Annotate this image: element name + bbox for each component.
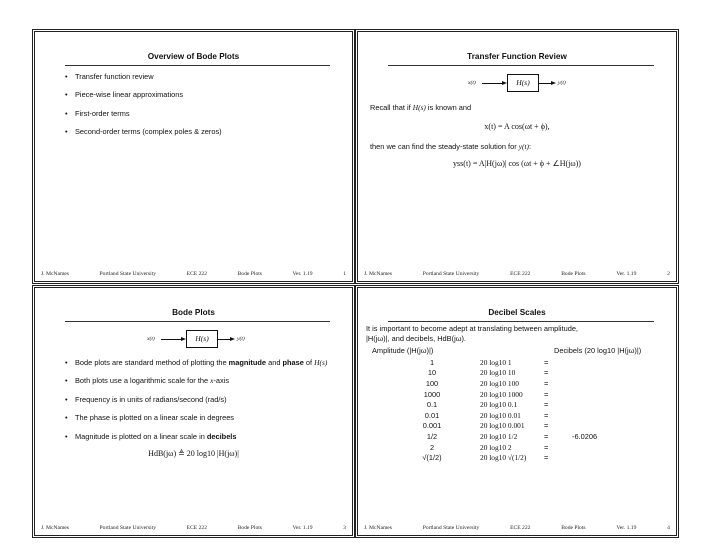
expression-cell: 20 log10 100 <box>480 378 520 388</box>
equals-cell: = <box>544 378 549 388</box>
expression-cell: 20 log10 0.001 <box>480 421 525 431</box>
decibel-definition-equation: HdB(jω) ≜ 20 log10 |H(jω)| <box>148 449 239 458</box>
text-span: Bode plots are standard method of plotting the <box>75 358 229 367</box>
expression-cell: 20 log10 2 <box>480 442 512 452</box>
footer-author: J. McNames <box>364 271 392 277</box>
transfer-function-box: H(s) <box>186 330 218 348</box>
table-row <box>388 410 601 421</box>
intro-line: It is important to become adept at translating between amplitude, <box>366 324 578 333</box>
footer-university: Portland State University <box>422 271 480 277</box>
input-arrow-line <box>482 83 504 84</box>
slide-title: Bode Plots <box>172 308 215 317</box>
footer-university: Portland State University <box>422 525 480 531</box>
recall-suffix: is known and <box>425 103 472 112</box>
decibel-cell <box>568 378 601 389</box>
slide-overview <box>32 29 355 284</box>
list-item <box>63 358 343 368</box>
amplitude-cell: 1/2 <box>426 431 438 441</box>
steady-prefix: then we can find the steady-state solution for <box>370 142 519 151</box>
table-row <box>388 389 601 400</box>
list-item: • Frequency is in units of radians/second (rad/s) <box>63 395 343 405</box>
decibel-cell <box>568 389 601 400</box>
footer-version: Ver. 1.19 <box>616 271 637 277</box>
steady-math: y(t) <box>518 142 529 151</box>
list-item: • Transfer function review <box>63 72 222 82</box>
footer-university: Portland State University <box>99 271 157 277</box>
bullet-list <box>63 72 222 146</box>
footer-topic: Bode Plots <box>561 525 586 531</box>
equals-cell: = <box>544 431 549 441</box>
footer-page: 2 <box>667 271 670 277</box>
footer-course: ECE 222 <box>510 271 531 277</box>
table-row <box>388 431 601 442</box>
footer-author: J. McNames <box>364 525 392 531</box>
footer-author: J. McNames <box>41 525 69 531</box>
text-span: Both plots use a logarithmic scale for the <box>75 376 211 386</box>
expression-cell: 20 log10 √(1/2) <box>480 453 527 463</box>
expression-cell: 20 log10 0.01 <box>480 410 521 420</box>
table-row <box>388 378 601 389</box>
decibel-cell <box>568 410 601 421</box>
equals-cell: = <box>544 410 549 420</box>
text-span: of <box>303 358 315 367</box>
footer-topic: Bode Plots <box>237 271 262 277</box>
amplitude-column-header: Amplitude (|H(jω)|) <box>372 346 434 355</box>
expression-cell: 20 log10 1 <box>480 357 512 367</box>
decibel-cell <box>568 399 601 410</box>
transfer-function-box: H(s) <box>507 74 539 92</box>
steady-suffix: : <box>529 142 532 151</box>
title-rule <box>388 321 654 322</box>
table-row <box>388 357 601 368</box>
decibel-cell <box>568 421 601 432</box>
slide-transfer-function-review <box>355 29 679 284</box>
list-item <box>63 432 343 442</box>
slide-footer <box>41 271 346 277</box>
expression-cell: 20 log10 10 <box>480 368 516 378</box>
block-diagram <box>468 72 568 94</box>
equals-cell: = <box>544 453 549 463</box>
amplitude-cell: 1 <box>429 357 435 367</box>
footer-course: ECE 222 <box>510 525 531 531</box>
footer-version: Ver. 1.19 <box>292 525 313 531</box>
amplitude-cell: 2 <box>429 442 435 452</box>
footer-course: ECE 222 <box>186 525 208 531</box>
bold-term: decibels <box>206 431 237 441</box>
footer-university: Portland State University <box>99 525 157 531</box>
input-label: x(t) <box>468 80 476 86</box>
math-term: H(s) <box>314 358 328 367</box>
slide-decibel-scales <box>355 285 679 538</box>
decibel-cell: -6.0206 <box>572 431 598 441</box>
list-item: • Piece-wise linear approximations <box>63 90 222 100</box>
footer-topic: Bode Plots <box>237 525 262 531</box>
footer-topic: Bode Plots <box>561 271 586 277</box>
amplitude-cell: 100 <box>425 378 439 388</box>
slide-title: Overview of Bode Plots <box>147 52 240 61</box>
decibels-column-header: Decibels (20 log10 |H(jω)|) <box>554 346 642 355</box>
bold-term: magnitude <box>228 358 267 367</box>
list-item: • Second-order terms (complex poles & zeros) <box>63 127 222 137</box>
equals-cell: = <box>544 442 549 452</box>
slide-footer <box>364 525 670 531</box>
steady-state-equation: yss(t) = A|H(jω)| cos (ωt + ϕ + ∠H(jω)) <box>453 159 581 168</box>
input-equation: x(t) = A cos(ωt + ϕ), <box>484 122 550 131</box>
steady-state-text <box>370 142 531 151</box>
block-diagram <box>147 328 247 350</box>
table-row <box>388 452 601 463</box>
intro-line: |H(jω)|, and decibels, HdB(jω). <box>366 333 466 343</box>
decibel-cell <box>568 442 601 453</box>
footer-author: J. McNames <box>41 271 69 277</box>
intro-text <box>366 324 578 344</box>
footer-version: Ver. 1.19 <box>616 525 637 531</box>
list-item: • The phase is plotted on a linear scale in degrees <box>63 413 343 423</box>
table-row <box>388 399 601 410</box>
equals-cell: = <box>544 357 549 367</box>
bold-term: phase <box>282 358 304 367</box>
recall-text <box>370 103 471 112</box>
amplitude-cell: √(1/2) <box>422 453 442 463</box>
output-arrowhead <box>551 81 556 85</box>
equals-cell: = <box>544 368 549 378</box>
equals-cell: = <box>544 421 549 431</box>
math-term: x <box>210 376 214 386</box>
list-item <box>63 376 343 386</box>
footer-page: 4 <box>667 525 670 531</box>
input-label: x(t) <box>147 336 155 342</box>
slide-footer <box>41 525 346 531</box>
expression-cell: 20 log10 1000 <box>480 389 523 399</box>
title-rule <box>65 65 330 66</box>
decibel-cell <box>568 357 601 368</box>
slide-title: Transfer Function Review <box>467 52 567 61</box>
amplitude-cell: 10 <box>427 368 437 378</box>
output-label: y(t) <box>237 336 245 342</box>
amplitude-cell: 0.001 <box>422 421 442 431</box>
decibel-cell <box>568 452 601 463</box>
bullet-list <box>63 358 343 450</box>
expression-cell: 20 log10 1/2 <box>480 431 518 441</box>
recall-prefix: Recall that if <box>370 103 413 112</box>
output-label: y(t) <box>558 80 566 86</box>
list-item: • First-order terms <box>63 109 222 119</box>
decibel-cell <box>568 368 601 379</box>
table-row <box>388 368 601 379</box>
footer-page: 3 <box>343 525 346 531</box>
footer-page: 1 <box>343 271 346 277</box>
decibel-table <box>388 357 601 463</box>
amplitude-cell: 1000 <box>423 389 441 399</box>
amplitude-cell: 0.01 <box>424 410 440 420</box>
input-arrow-line <box>161 339 183 340</box>
output-arrowhead <box>230 337 235 341</box>
amplitude-cell: 0.1 <box>426 400 438 410</box>
table-row <box>388 421 601 432</box>
title-rule <box>65 321 330 322</box>
slide-title: Decibel Scales <box>488 308 546 317</box>
table-row <box>388 442 601 453</box>
footer-version: Ver. 1.19 <box>292 271 313 277</box>
recall-math: H(s) <box>412 103 426 112</box>
slide-footer <box>364 271 670 277</box>
footer-course: ECE 222 <box>186 271 208 277</box>
title-rule <box>388 65 654 66</box>
text-span: -axis <box>213 376 230 386</box>
slide-bode-plots <box>32 285 355 538</box>
text-span: Magnitude is plotted on a linear scale in <box>75 431 207 441</box>
equals-cell: = <box>544 389 549 399</box>
text-span: and <box>266 358 283 367</box>
equals-cell: = <box>544 400 549 410</box>
expression-cell: 20 log10 0.1 <box>480 400 518 410</box>
